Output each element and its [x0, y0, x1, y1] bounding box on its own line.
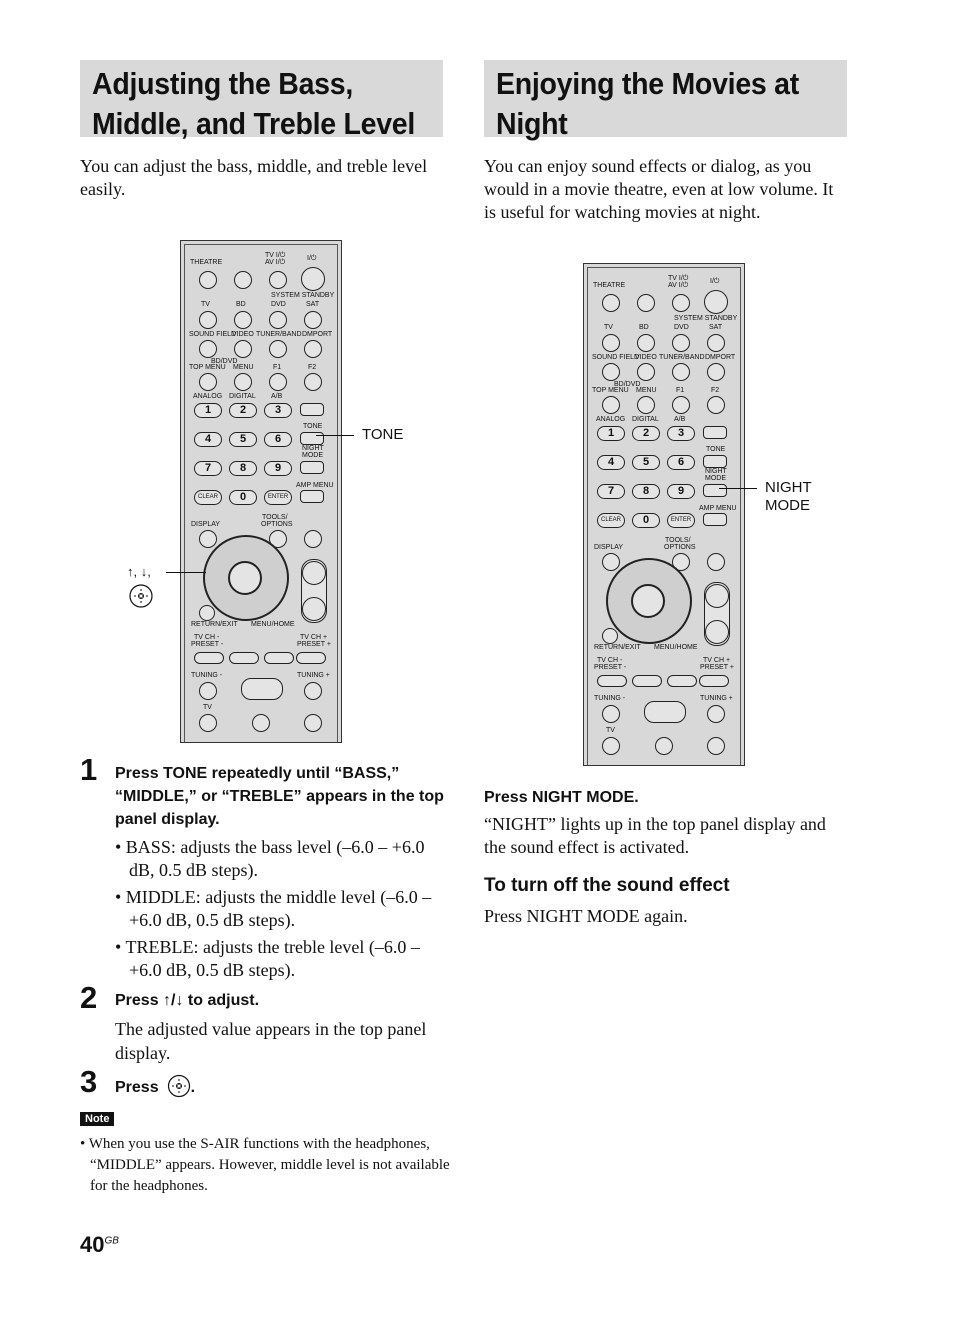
digit-4-button[interactable]: 4 — [194, 432, 222, 447]
label-tone: TONE — [706, 446, 726, 453]
enter-circle-icon — [167, 1074, 191, 1098]
video-button[interactable] — [234, 340, 252, 358]
label-digital: DIGITAL — [229, 393, 256, 400]
step-1-bullet-middle: • MIDDLE: adjusts the middle level (–6.0 – +6.0 dB, 0.5 dB steps). — [115, 887, 432, 930]
section-title-line2: Middle, and Treble Level — [92, 106, 416, 141]
label-f1: F1 — [676, 387, 685, 394]
digit-3-button[interactable]: 3 — [264, 403, 292, 418]
play-button[interactable] — [241, 678, 283, 700]
label-preset-plus: PRESET + — [700, 664, 734, 671]
clear-button[interactable]: CLEAR — [194, 490, 222, 505]
label-sat: SAT — [709, 324, 723, 331]
step-3-number: 3 — [80, 1064, 98, 1099]
label-sound-field: SOUND FIELD — [592, 354, 640, 361]
tv-button[interactable] — [602, 737, 620, 755]
f1-button[interactable] — [672, 396, 690, 414]
return-exit-button[interactable] — [199, 605, 215, 621]
tuner-band-button[interactable] — [672, 363, 690, 381]
label-tuning-plus: TUNING + — [297, 672, 330, 679]
section-title-box — [484, 60, 847, 141]
dmport-button[interactable] — [707, 363, 725, 381]
label-display: DISPLAY — [594, 544, 624, 551]
fast-forward-button[interactable] — [707, 705, 725, 723]
replay-button[interactable] — [632, 675, 662, 687]
step-2 — [115, 989, 450, 1065]
label-av-power: AV I/⏻ — [265, 259, 286, 266]
label-tuning-minus: TUNING - — [594, 695, 626, 702]
night-mode-instruction: Press NIGHT MODE. — [484, 789, 639, 806]
tv-button[interactable] — [199, 311, 217, 329]
page-number-suffix: GB — [104, 1235, 119, 1247]
intro-text: You can enjoy sound effects or dialog, as you would in a movie theatre, even at low volume. It is useful for watching movies at night. — [484, 156, 834, 222]
label-ab: A/B — [674, 416, 686, 423]
label-tv-power: TV I/⏻ — [668, 275, 689, 282]
label-mode: MODE — [705, 475, 726, 482]
label-sat: SAT — [306, 301, 320, 308]
play-button[interactable] — [644, 701, 686, 723]
subheading: To turn off the sound effect — [484, 875, 730, 896]
digit-6-button[interactable]: 6 — [264, 432, 292, 447]
label-night: NIGHT — [705, 468, 727, 475]
label-theatre: THEATRE — [593, 282, 626, 289]
f2-button[interactable] — [707, 396, 725, 414]
label-f2: F2 — [308, 364, 317, 371]
display-mode-button[interactable] — [300, 403, 324, 416]
label-dmport: DMPORT — [302, 331, 333, 338]
pause-button[interactable] — [655, 737, 673, 755]
right-column — [484, 60, 847, 224]
digit-2-button[interactable]: 2 — [229, 403, 257, 418]
bd-button[interactable] — [637, 334, 655, 352]
label-tv-bottom: TV — [606, 727, 615, 734]
muting-button[interactable] — [707, 553, 725, 571]
mode-word: MODE — [765, 497, 810, 514]
page-number — [80, 1232, 119, 1258]
rewind-button[interactable] — [199, 682, 217, 700]
volume-up-button[interactable] — [705, 584, 729, 608]
night-word: NIGHT — [765, 479, 812, 496]
label-system-standby: SYSTEM STANDBY — [674, 315, 738, 322]
digit-8-button[interactable]: 8 — [632, 484, 660, 499]
tv-button[interactable] — [199, 714, 217, 732]
label-mode: MODE — [302, 452, 323, 459]
tuner-band-button[interactable] — [269, 340, 287, 358]
volume-up-button[interactable] — [302, 561, 326, 585]
advance-button[interactable] — [667, 675, 697, 687]
display-button[interactable] — [199, 530, 217, 548]
label-tone: TONE — [303, 423, 323, 430]
label-menu-home: MENU/HOME — [251, 621, 295, 628]
enter-button[interactable]: ENTER — [264, 490, 292, 505]
digit-6-button[interactable]: 6 — [667, 455, 695, 470]
input-button[interactable] — [637, 294, 655, 312]
input-button[interactable] — [234, 271, 252, 289]
label-return-exit: RETURN/EXIT — [191, 621, 238, 628]
section-title-line1: Adjusting the Bass, — [92, 66, 353, 101]
label-video: VIDEO — [635, 354, 657, 361]
label-tv-power: TV I/⏻ — [265, 252, 286, 259]
step-3-heading-end: . — [190, 1079, 196, 1096]
label-menu-home: MENU/HOME — [654, 644, 698, 651]
label-tv-ch-plus: TV CH + — [300, 634, 328, 641]
stop-button[interactable] — [707, 737, 725, 755]
label-tuning-minus: TUNING - — [191, 672, 223, 679]
digit-8-button[interactable]: 8 — [229, 461, 257, 476]
page-number-value: 40 — [80, 1232, 105, 1257]
display-mode-button[interactable] — [703, 426, 727, 439]
arrows-callout-line — [166, 572, 206, 573]
label-system-standby: SYSTEM STANDBY — [271, 292, 335, 299]
amp-menu-button[interactable] — [300, 490, 324, 503]
label-dvd: DVD — [271, 301, 286, 308]
sound-field-button[interactable] — [199, 340, 217, 358]
display-button[interactable] — [602, 553, 620, 571]
intro-text: You can adjust the bass, middle, and treble level easily. — [80, 156, 428, 199]
digit-5-button[interactable]: 5 — [632, 455, 660, 470]
arrows-callout-label: ↑, ↓, — [127, 564, 151, 579]
digit-7-button[interactable]: 7 — [597, 484, 625, 499]
label-preset-minus: PRESET - — [594, 664, 627, 671]
label-night: NIGHT — [302, 445, 324, 452]
top-menu-button[interactable] — [199, 373, 217, 391]
digit-9-button[interactable]: 9 — [667, 484, 695, 499]
volume-down-button[interactable] — [302, 597, 326, 621]
label-tools: TOOLS/ — [665, 537, 691, 544]
label-top-menu: TOP MENU — [592, 387, 629, 394]
tv-av-power-button[interactable] — [672, 294, 690, 312]
label-ab: A/B — [271, 393, 283, 400]
replay-button[interactable] — [229, 652, 259, 664]
power-button[interactable] — [301, 267, 325, 291]
rewind-button[interactable] — [602, 705, 620, 723]
clear-button[interactable]: CLEAR — [597, 513, 625, 528]
night-mode-callout-line — [719, 488, 757, 489]
label-power: I/⏻ — [710, 278, 720, 285]
label-amp-menu: AMP MENU — [296, 482, 334, 489]
enter-center-button[interactable] — [228, 561, 262, 595]
enter-center-button[interactable] — [631, 584, 665, 618]
label-tools: TOOLS/ — [262, 514, 288, 521]
digit-7-button[interactable]: 7 — [194, 461, 222, 476]
digit-9-button[interactable]: 9 — [264, 461, 292, 476]
label-tv-bottom: TV — [203, 704, 212, 711]
label-tv: TV — [201, 301, 210, 308]
label-digital: DIGITAL — [632, 416, 659, 423]
next-button[interactable] — [296, 652, 326, 664]
digit-0-button[interactable]: 0 — [229, 490, 257, 505]
night-mode-button[interactable] — [300, 461, 324, 474]
step-1 — [115, 762, 450, 982]
label-tv-ch-plus: TV CH + — [703, 657, 731, 664]
prev-button[interactable] — [194, 652, 224, 664]
label-amp-menu: AMP MENU — [699, 505, 737, 512]
label-preset-minus: PRESET - — [191, 641, 224, 648]
tv-av-power-button[interactable] — [269, 271, 287, 289]
night-mode-instructions — [484, 786, 849, 928]
night-mode-callout-label — [765, 479, 812, 515]
label-top-menu: TOP MENU — [189, 364, 226, 371]
label-dvd: DVD — [674, 324, 689, 331]
label-tuner-band: TUNER/BAND — [659, 354, 705, 361]
label-bd: BD — [236, 301, 246, 308]
step-1-bullet-bass: • BASS: adjusts the bass level (–6.0 – +6.0 dB, 0.5 dB steps). — [115, 837, 425, 880]
label-f2: F2 — [711, 387, 720, 394]
tv-button[interactable] — [602, 334, 620, 352]
label-f1: F1 — [273, 364, 282, 371]
step-2-body: The adjusted value appears in the top panel display. — [115, 1019, 427, 1063]
prev-button[interactable] — [597, 675, 627, 687]
label-bd: BD — [639, 324, 649, 331]
night-mode-button[interactable] — [703, 484, 727, 497]
section-title-line1: Enjoying the Movies at — [496, 66, 799, 101]
menu-button[interactable] — [637, 396, 655, 414]
label-display: DISPLAY — [191, 521, 221, 528]
label-power: I/⏻ — [307, 255, 317, 262]
subheading-text: Press NIGHT MODE again. — [484, 906, 688, 926]
theatre-button[interactable] — [602, 294, 620, 312]
amp-menu-button[interactable] — [703, 513, 727, 526]
step-2-heading: Press ↑/↓ to adjust. — [115, 992, 260, 1009]
sat-button[interactable] — [304, 311, 322, 329]
label-tuner-band: TUNER/BAND — [256, 331, 302, 338]
left-column — [80, 60, 443, 201]
dvd-button[interactable] — [672, 334, 690, 352]
video-button[interactable] — [637, 363, 655, 381]
note-text: • When you use the S-AIR functions with the headphones, “MIDDLE” appears. However, middle level is not available for the headphones. — [80, 1136, 450, 1194]
fast-forward-button[interactable] — [304, 682, 322, 700]
label-options: OPTIONS — [261, 521, 293, 528]
enter-circle-icon — [128, 583, 154, 609]
tone-callout-line — [316, 435, 354, 436]
label-bd-dvd: BD/DVD — [211, 358, 238, 365]
volume-down-button[interactable] — [705, 620, 729, 644]
label-tv: TV — [604, 324, 613, 331]
label-options: OPTIONS — [664, 544, 696, 551]
step-1-number: 1 — [80, 752, 98, 787]
digit-4-button[interactable]: 4 — [597, 455, 625, 470]
tone-button[interactable] — [703, 455, 727, 468]
stop-button[interactable] — [304, 714, 322, 732]
tone-callout-label: TONE — [362, 426, 404, 443]
digit-5-button[interactable]: 5 — [229, 432, 257, 447]
menu-button[interactable] — [234, 373, 252, 391]
label-tv-ch-minus: TV CH - — [194, 634, 220, 641]
label-tuning-plus: TUNING + — [700, 695, 733, 702]
label-dmport: DMPORT — [705, 354, 736, 361]
theatre-button[interactable] — [199, 271, 217, 289]
return-exit-button[interactable] — [602, 628, 618, 644]
note-badge: Note — [80, 1112, 114, 1126]
step-3 — [115, 1074, 450, 1099]
step-2-number: 2 — [80, 980, 98, 1015]
f2-button[interactable] — [304, 373, 322, 391]
remote-illustration — [180, 240, 342, 743]
label-analog: ANALOG — [193, 393, 223, 400]
step-3-heading: Press — [115, 1079, 159, 1096]
dvd-button[interactable] — [269, 311, 287, 329]
label-tv-ch-minus: TV CH - — [597, 657, 623, 664]
label-menu: MENU — [233, 364, 254, 371]
label-sound-field: SOUND FIELD — [189, 331, 237, 338]
dmport-button[interactable] — [304, 340, 322, 358]
f1-button[interactable] — [269, 373, 287, 391]
label-menu: MENU — [636, 387, 657, 394]
label-return-exit: RETURN/EXIT — [594, 644, 641, 651]
digit-1-button[interactable]: 1 — [597, 426, 625, 441]
remote-illustration — [583, 263, 745, 766]
digit-1-button[interactable]: 1 — [194, 403, 222, 418]
label-preset-plus: PRESET + — [297, 641, 331, 648]
section-title-box — [80, 60, 443, 141]
next-button[interactable] — [699, 675, 729, 687]
muting-button[interactable] — [304, 530, 322, 548]
digit-0-button[interactable]: 0 — [632, 513, 660, 528]
digit-3-button[interactable]: 3 — [667, 426, 695, 441]
label-analog: ANALOG — [596, 416, 626, 423]
step-1-heading: Press TONE repeatedly until “BASS,” “MIDDLE,” or “TREBLE” appears in the top panel display. — [115, 765, 444, 828]
top-menu-button[interactable] — [602, 396, 620, 414]
pause-button[interactable] — [252, 714, 270, 732]
label-av-power: AV I/⏻ — [668, 282, 689, 289]
step-1-bullet-treble: • TREBLE: adjusts the treble level (–6.0 – +6.0 dB, 0.5 dB steps). — [115, 937, 420, 980]
digit-2-button[interactable]: 2 — [632, 426, 660, 441]
sound-field-button[interactable] — [602, 363, 620, 381]
bd-button[interactable] — [234, 311, 252, 329]
tone-button[interactable] — [300, 432, 324, 445]
power-button[interactable] — [704, 290, 728, 314]
advance-button[interactable] — [264, 652, 294, 664]
enter-button[interactable]: ENTER — [667, 513, 695, 528]
label-bd-dvd: BD/DVD — [614, 381, 641, 388]
night-mode-result: “NIGHT” lights up in the top panel display and the sound effect is activated. — [484, 814, 826, 857]
section-title-line2: Night — [496, 106, 568, 141]
sat-button[interactable] — [707, 334, 725, 352]
label-theatre: THEATRE — [190, 259, 223, 266]
label-video: VIDEO — [232, 331, 254, 338]
